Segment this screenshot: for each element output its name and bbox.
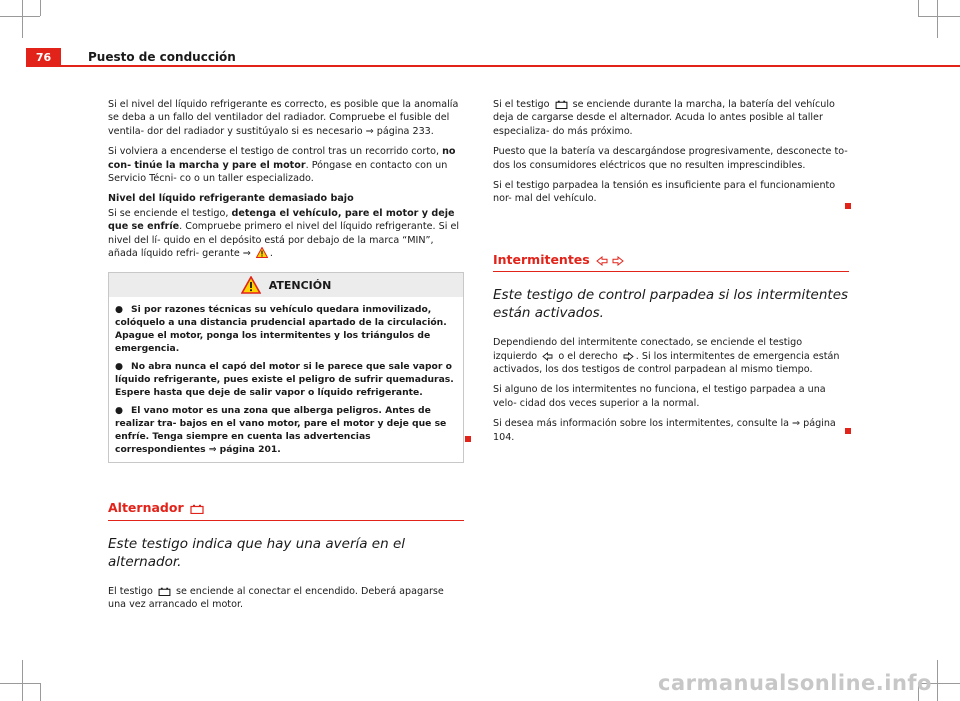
paragraph: Dependiendo del intermitente conectado, se enciende el testigo izquierdo o el derecho . Si los intermitentes de emergencia están activados, los dos testigos de control parpadean al mismo tiempo. [493, 337, 840, 376]
turn-signal-left-icon [542, 352, 553, 361]
warning-header [109, 273, 463, 297]
header-rule [26, 65, 960, 67]
crop-mark [918, 0, 919, 16]
paragraph: Si volviera a encenderse el testigo de control tras un recorrido corto, no con- tinúe la marcha y pare el motor. Póngase en contacto con un Servicio Técni- co o un taller especializado. [108, 146, 456, 185]
paragraph: Si el testigo se enciende durante la marcha, la batería del vehículo deja de cargarse desde el alternador. Acuda lo antes posible al taller especializa- do más próximo. [493, 99, 835, 137]
warning-item: ● El vano motor es una zona que alberga peligros. Antes de realizar tra- bajos en el vano motor, pare el motor y deje que se enfríe. Tenga siempre en cuenta las advertencias correspondientes ⇒ página 201. [115, 405, 447, 456]
paragraph: Si alguno de los intermitentes no funciona, el testigo parpadea a una velo- cidad dos veces superior a la normal. [493, 384, 826, 409]
paragraph: Si desea más información sobre los intermitentes, consulte la ⇒ página 104. [493, 418, 836, 443]
warning-item: ● Si por razones técnicas su vehículo quedara inmovilizado, colóquelo a una distancia prudencial apartado de la circulación. Apague el motor, ponga los intermitentes y los triángulos de emergencia. [115, 304, 447, 355]
paragraph: Si el nivel del líquido refrigerante es correcto, es posible que la anomalía se deba a un fallo del ventilador del radiador. Compruebe el fusible del ventila- dor del radiador y sustitúyalo si es necesario ⇒ página 233. [108, 99, 459, 137]
paragraph: El testigo se enciende al conectar el encendido. Deberá apagarse una vez arrancado el motor. [108, 585, 444, 611]
watermark: carmanualsonline.info [658, 671, 932, 695]
warning-triangle-icon [256, 247, 268, 258]
section-title-intermitentes: Intermitentes [493, 253, 849, 272]
right-column [493, 98, 849, 451]
lead-text: Este testigo de control parpadea si los intermitentes están activados. [493, 287, 849, 322]
battery-icon [158, 587, 171, 596]
warning-triangle-icon [241, 276, 261, 294]
crop-mark [40, 683, 41, 701]
warning-item: ● No abra nunca el capó del motor si le parece que sale vapor o líquido refrigerante, pues existe el peligro de sufrir quemaduras. Espere hasta que deje de salir vapor o líquido refrigerante. [115, 361, 454, 399]
crop-mark [22, 0, 23, 38]
page-header-title: Puesto de conducción [88, 50, 236, 64]
crop-mark [40, 0, 41, 16]
section-end-mark [465, 436, 471, 442]
turn-signal-right-icon [612, 256, 624, 266]
paragraph: Si se enciende el testigo, detenga el vehículo, pare el motor y deje que se enfríe. Compruebe primero el nivel del líquido refrigerante. Si el nivel del lí- quido en el depósito está por debajo de la marca “MIN”, añada líquido refri- gerante ⇒ . [108, 207, 460, 260]
page-number: 76 [26, 48, 61, 66]
paragraph: Puesto que la batería va descargándose progresivamente, desconecte to- dos los consumidores eléctricos que no resulten imprescindibles. [493, 146, 848, 171]
crop-mark [937, 0, 938, 38]
crop-mark [0, 16, 40, 17]
turn-signal-left-icon [596, 256, 608, 266]
lead-text: Este testigo indica que hay una avería en el alternador. [108, 535, 406, 570]
subheading: Nivel del líquido refrigerante demasiado bajo [108, 193, 354, 205]
crop-mark [22, 660, 23, 701]
crop-mark [937, 660, 938, 701]
warning-box [108, 272, 464, 463]
left-column [108, 98, 464, 619]
paragraph: Si el testigo parpadea la tensión es insuficiente para el funcionamiento nor- mal del vehículo. [493, 180, 836, 205]
battery-icon [555, 100, 568, 109]
warning-body [109, 297, 463, 462]
crop-mark [0, 683, 40, 684]
turn-signal-right-icon [623, 352, 634, 361]
section-title-alternador: Alternador [108, 501, 464, 520]
warning-title: ATENCIÓN [268, 278, 332, 292]
crop-mark [918, 16, 960, 17]
battery-icon [190, 504, 204, 514]
